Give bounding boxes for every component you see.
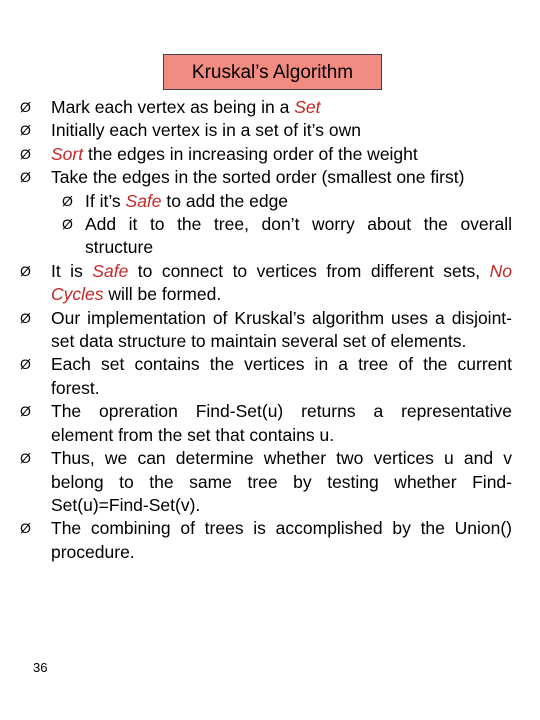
list-item bbox=[20, 447, 512, 517]
slide-title bbox=[163, 54, 382, 90]
arrow-bullet-icon: Ø bbox=[62, 192, 73, 209]
list-item bbox=[20, 96, 512, 119]
item-text: The opreration Find-Set(u) returns a representative element from the set that contains u. bbox=[51, 401, 512, 445]
arrow-bullet-icon: Ø bbox=[20, 262, 31, 279]
bullet-list bbox=[20, 96, 512, 564]
list-item bbox=[20, 119, 512, 142]
item-text: If it’s bbox=[85, 190, 126, 211]
emphasized-text: Safe bbox=[92, 260, 129, 281]
emphasized-text: Set bbox=[294, 97, 321, 117]
item-text: to connect to vertices from different sets, bbox=[128, 260, 490, 281]
emphasized-text: Sort bbox=[51, 143, 84, 164]
arrow-bullet-icon: Ø bbox=[20, 309, 31, 326]
list-item bbox=[20, 307, 512, 354]
sub-list-item bbox=[20, 213, 512, 260]
list-item bbox=[20, 143, 512, 166]
item-text: the edges in increasing order of the weight bbox=[83, 143, 418, 164]
arrow-bullet-icon: Ø bbox=[20, 520, 31, 537]
sub-list-item bbox=[20, 190, 512, 213]
item-text: Thus, we can determine whether two vertices u and v belong to the same tree by testing whether Find-Set(u)=Find-Set(v). bbox=[51, 448, 512, 515]
arrow-bullet-icon: Ø bbox=[20, 356, 31, 373]
arrow-bullet-icon: Ø bbox=[20, 450, 31, 467]
emphasized-text: Safe bbox=[125, 190, 162, 211]
slide-title-text: Kruskal’s Algorithm bbox=[191, 61, 354, 83]
list-item bbox=[20, 353, 512, 400]
list-item bbox=[20, 166, 512, 189]
list-item bbox=[20, 517, 512, 564]
list-item bbox=[20, 400, 512, 447]
arrow-bullet-icon: Ø bbox=[20, 145, 31, 162]
item-text: Initially each vertex is in a set of it’s own bbox=[51, 120, 361, 141]
item-text: Take the edges in the sorted order (smallest one first) bbox=[51, 167, 465, 188]
item-text: It is bbox=[51, 260, 93, 281]
list-item bbox=[20, 260, 512, 307]
emphasized-text: No Cycles bbox=[51, 260, 513, 305]
arrow-bullet-icon: Ø bbox=[62, 216, 73, 233]
arrow-bullet-icon: Ø bbox=[20, 122, 31, 139]
item-text: Our implementation of Kruskal’s algorithm uses a disjoint-set data structure to maintain several set of elements. bbox=[51, 307, 512, 352]
item-text: will be formed. bbox=[103, 284, 222, 305]
item-text: to add the edge bbox=[161, 190, 289, 211]
item-text: Add it to the tree, don’t worry about the overall structure bbox=[85, 214, 512, 258]
item-text: Each set contains the vertices in a tree of the current forest. bbox=[51, 354, 512, 398]
item-text: Mark each vertex as being in a bbox=[51, 97, 295, 117]
arrow-bullet-icon: Ø bbox=[20, 403, 31, 420]
arrow-bullet-icon: Ø bbox=[20, 99, 31, 115]
arrow-bullet-icon: Ø bbox=[20, 169, 31, 186]
item-text: The combining of trees is accomplished by the Union() procedure. bbox=[51, 518, 512, 562]
page-number: 36 bbox=[33, 660, 48, 675]
